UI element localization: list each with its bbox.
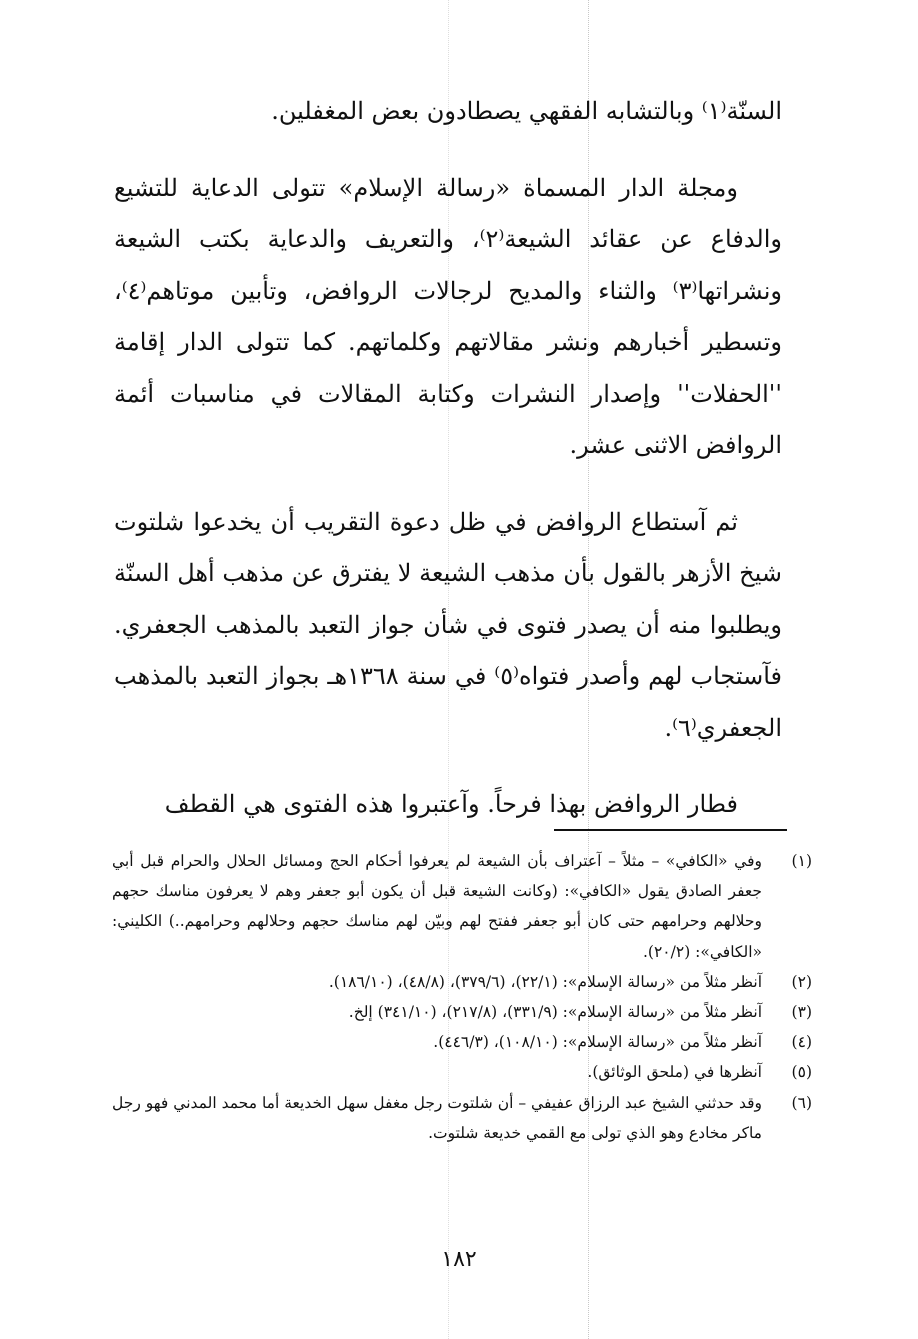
footnote-5 [112,1057,812,1087]
paragraph-2: ومجلة الدار المسماة «رسالة الإسلام» تتولى الدعاية للتشيع والدفاع عن عقائد الشيعة⁽٢⁾، والتعريف والدعاية بكتب الشيعة ونشراتها⁽٣⁾ والثناء والمديح لرجالات الروافض، وتأبين موتاهم⁽٤⁾، وتسطير أخبارهم ونشر مقالاتهم وكلماتهم. كما تتولى الدار إقامة ''الحفلات'' وإصدار النشرات وكتابة المقالات في مناسبات أئمة الروافض الاثنى عشر. [114,173,783,459]
footnote-number: (٥) [791,1063,812,1082]
footnote-text: آنظر مثلاً من «رسالة الإسلام»: (٣٣١/٩)، (٢١٧/٨)، (٣٤١/١٠) إلخ. [348,1003,762,1022]
footnote-number: (٦) [791,1093,812,1112]
footnote-text: وقد حدثني الشيخ عبد الرزاق عفيفي – أن شلتوت رجل مغفل سهل الخديعة أما محمد المدني فهو رجل ماكر مخادع وهو الذي تولى مع القمي خديعة شلتوت. [112,1093,762,1142]
footnote-text: وفي «الكافي» – مثلاً – آعتراف بأن الشيعة لم يعرفوا أحكام الحج ومسائل الحلال والحرام قبل أبي جعفر الصادق يقول «الكافي»: (وكانت الشيعة قبل أن يكون أبو جعفر وهم لا يعرفون مناسك حجهم وحلالهم وحرامهم حتى كان أبو جعفر ففتح لهم وبيّن لهم مناسك حجهم وحلالهم وحرامهم..) الكليني: «الكافي»: (٢٠/٢). [112,852,762,961]
footnotes [112,846,812,1148]
page-number: ١٨٢ [441,1247,477,1272]
footnote-2 [112,967,812,997]
paragraph-1: السنّة⁽١⁾ وبالتشابه الفقهي يصطادون بعض المغفلين. [271,97,782,125]
main-text [114,86,782,856]
footnote-separator [554,829,787,831]
footnote-3 [112,997,812,1027]
footnote-text: آنظر مثلاً من «رسالة الإسلام»: (٢٢/١)، (٣٧٩/٦)، (٤٨/٨)، (١٨٦/١٠). [328,972,762,991]
footnote-text: آنظر مثلاً من «رسالة الإسلام»: (١٠٨/١٠)، (٤٤٦/٣). [433,1033,762,1052]
footnote-number: (١) [791,852,812,870]
footnote-number: (٢) [791,972,812,991]
footnote-text: آنظرها في (ملحق الوثائق). [587,1063,762,1082]
paragraph-4: فطار الروافض بهذا فرحاً. وآعتبروا هذه الفتوى هي القطف [164,790,738,818]
footnote-number: (٤) [791,1033,812,1052]
footnote-6 [112,1088,812,1148]
footnote-1 [112,846,812,967]
footnote-number: (٣) [791,1003,812,1022]
paragraph-3: ثم آستطاع الروافض في ظل دعوة التقريب أن يخدعوا شلتوت شيخ الأزهر بالقول بأن مذهب الشيعة لا يفترق عن مذهب أهل السنّة ويطلبوا منه أن يصدر فتوى في شأن جواز التعبد بالمذهب الجعفري. فآستجاب لهم وأصدر فتواه⁽٥⁾ في سنة ١٣٦٨هـ بجواز التعبد بالمذهب الجعفري⁽٦⁾. [114,507,783,742]
footnote-4 [112,1027,812,1057]
